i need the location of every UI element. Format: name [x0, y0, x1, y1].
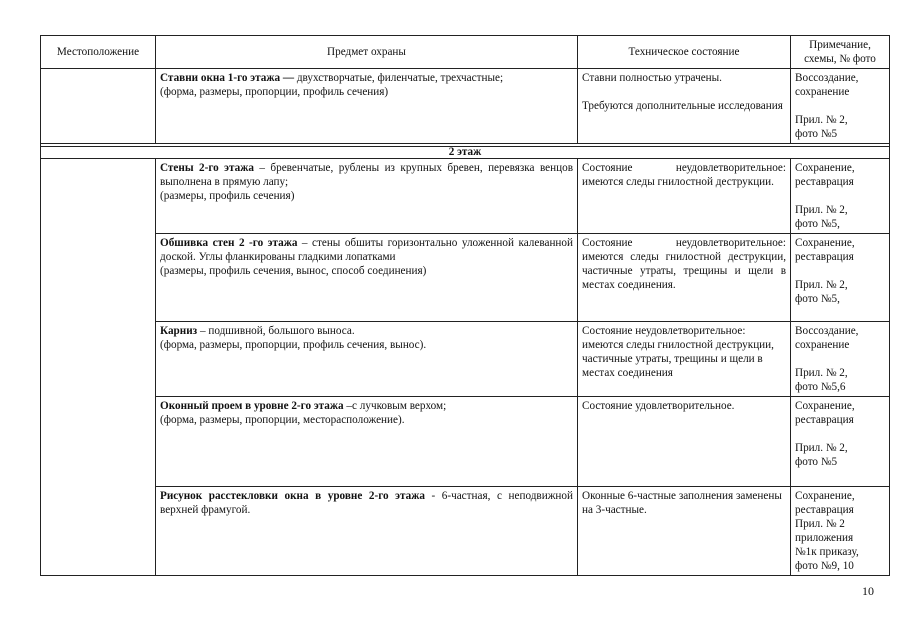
- note-line: реставрация: [795, 251, 854, 263]
- note-line: фото №5,6: [795, 381, 846, 393]
- header-condition: Техническое состояние: [578, 36, 791, 69]
- spacer: [795, 99, 885, 113]
- spacer: [795, 352, 885, 366]
- subject-title: Ставни окна 1-го этажа —: [160, 72, 295, 84]
- note-line: фото №5,: [795, 293, 840, 305]
- subject-description: –с лучковым верхом;: [343, 400, 447, 412]
- subject-description: – бревенчатые, рублены из крупных бревен, перевязка венцов выполнена в прямую лапу;: [160, 162, 573, 188]
- note-line: Сохранение,: [795, 400, 855, 412]
- note-line: фото №5: [795, 456, 838, 468]
- header-subject: Предмет охраны: [156, 36, 578, 69]
- note-line: приложения: [795, 532, 854, 544]
- note-line: сохранение: [795, 86, 850, 98]
- note-line: Сохранение,: [795, 162, 855, 174]
- condition-text: Требуются дополнительные исследования: [582, 100, 783, 112]
- table-row: [41, 159, 890, 234]
- location-cell: [41, 159, 156, 576]
- note-line: сохранение: [795, 339, 850, 351]
- subject-properties: (форма, размеры, пропорции, месторасположение).: [160, 414, 405, 426]
- note-line: реставрация: [795, 504, 854, 516]
- subject-cell: [156, 69, 578, 144]
- protection-table: [40, 35, 890, 576]
- note-line: Сохранение,: [795, 237, 855, 249]
- subject-cell: [156, 159, 578, 234]
- note-cell: [791, 159, 890, 234]
- spacer: [582, 85, 786, 99]
- subject-properties: (форма, размеры, пропорции, профиль сечения): [160, 86, 389, 98]
- table-row: [41, 322, 890, 397]
- note-line: фото №5,: [795, 218, 840, 230]
- table-row: [41, 487, 890, 576]
- subject-title: Стены 2-го этажа: [160, 162, 254, 174]
- note-line: №1к приказу,: [795, 546, 859, 558]
- condition-cell: Оконные 6-частные заполнения заменены на 3-частные.: [578, 487, 791, 576]
- condition-cell: [578, 69, 791, 144]
- note-cell: [791, 397, 890, 487]
- note-cell: [791, 69, 890, 144]
- condition-text: Ставни полностью утрачены.: [582, 72, 722, 84]
- subject-cell: [156, 234, 578, 322]
- header-note: Примечание, схемы, № фото: [791, 36, 890, 69]
- note-line: Прил. № 2: [795, 518, 845, 530]
- subject-cell: [156, 397, 578, 487]
- note-cell: [791, 234, 890, 322]
- note-line: Воссоздание,: [795, 72, 859, 84]
- note-line: реставрация: [795, 176, 854, 188]
- page-number: 10: [862, 584, 874, 598]
- subject-description: – подшивной, большого выноса.: [197, 325, 355, 337]
- location-cell: [41, 69, 156, 144]
- subject-cell: [156, 322, 578, 397]
- subject-title: Обшивка стен 2 -го этажа: [160, 237, 298, 249]
- subject-description: - 6-частная, с неподвижной верхней фрамугой.: [160, 490, 573, 516]
- table-row: [41, 397, 890, 487]
- header-location: Местоположение: [41, 36, 156, 69]
- subject-title: Карниз: [160, 325, 198, 337]
- spacer: [795, 264, 885, 278]
- note-line: фото №5: [795, 128, 838, 140]
- table-row: [41, 234, 890, 322]
- floor-heading-row: [41, 147, 890, 159]
- note-line: Прил. № 2,: [795, 279, 848, 291]
- subject-description: двухстворчатые, филенчатые, трехчастные;: [294, 72, 504, 84]
- table-row: [41, 69, 890, 144]
- condition-cell: Состояние удовлетворительное.: [578, 397, 791, 487]
- note-line: Прил. № 2,: [795, 367, 848, 379]
- condition-cell: Состояние неудовлетворительное: имеются следы гнилостной деструкции, частичные утраты, трещины и щели в местах соединения.: [578, 234, 791, 322]
- subject-properties: (размеры, профиль сечения): [160, 190, 295, 202]
- subject-title: Оконный проем в уровне 2-го этажа: [160, 400, 344, 412]
- spacer: [795, 189, 885, 203]
- note-line: Прил. № 2,: [795, 114, 848, 126]
- note-cell: [791, 322, 890, 397]
- note-line: Прил. № 2,: [795, 442, 848, 454]
- note-line: реставрация: [795, 414, 854, 426]
- subject-properties: (размеры, профиль сечения, вынос, способ соединения): [160, 265, 427, 277]
- subject-properties: (форма, размеры, пропорции, профиль сечения, вынос).: [160, 339, 427, 351]
- condition-cell: Состояние неудовлетворительное: имеются следы гнилостной деструкции.: [578, 159, 791, 234]
- header-row: [41, 36, 890, 69]
- note-line: Воссоздание,: [795, 325, 859, 337]
- subject-cell: [156, 487, 578, 576]
- condition-cell: Состояние неудовлетворительное: имеются следы гнилостной деструкции, частичные утраты, трещины и щели в местах соединения: [578, 322, 791, 397]
- note-line: Сохранение,: [795, 490, 855, 502]
- subject-description: – стены обшиты горизонтально уложенной калеванной доской. Углы фланкированы гладкими лопатками: [160, 237, 573, 263]
- subject-title: Рисунок расстекловки окна в уровне 2-го этажа: [160, 490, 425, 502]
- spacer: [795, 427, 885, 441]
- note-cell: [791, 487, 890, 576]
- note-line: фото №9, 10: [795, 560, 854, 572]
- note-line: Прил. № 2,: [795, 204, 848, 216]
- floor-heading: 2 этаж: [41, 147, 890, 159]
